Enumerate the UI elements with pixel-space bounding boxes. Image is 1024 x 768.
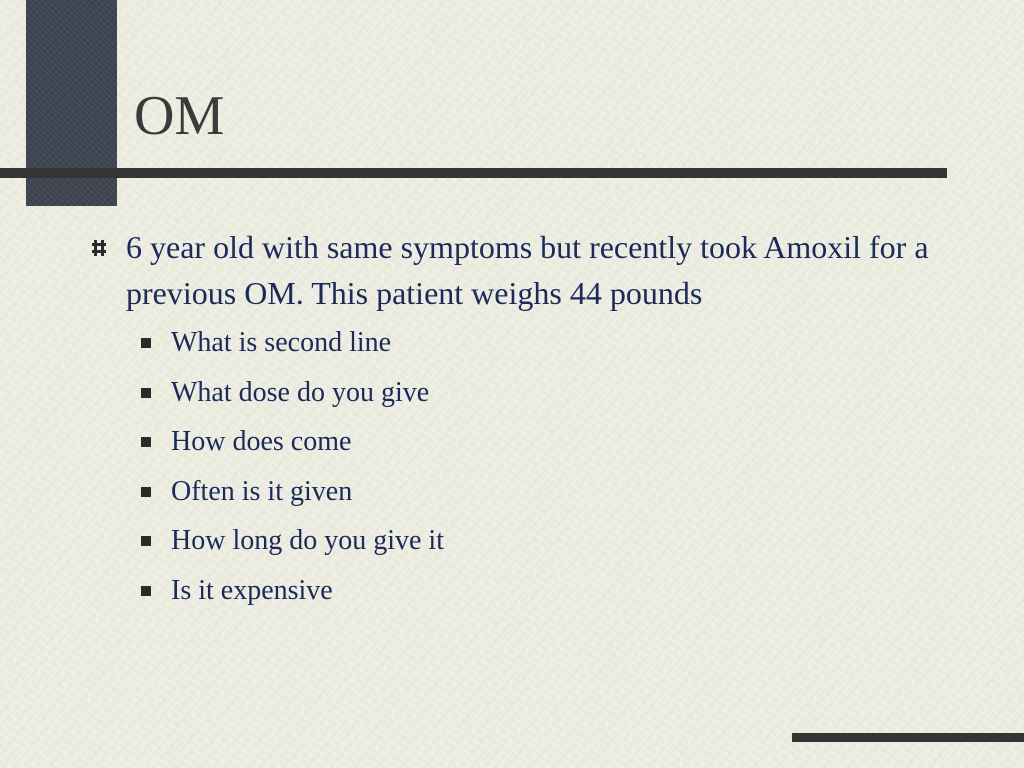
sub-bullet-text: Is it expensive <box>171 574 333 606</box>
sub-bullet-text: How does come <box>171 426 352 457</box>
sub-bullet-item <box>141 467 948 517</box>
square-bullet-icon <box>141 536 151 546</box>
square-bullet-icon <box>141 338 151 348</box>
sub-bullet-list <box>88 318 948 615</box>
slide-content <box>88 224 948 615</box>
sub-bullet-text: What dose do you give <box>171 376 430 408</box>
sub-bullet-item <box>141 516 948 566</box>
sub-bullet-text: Often is it given <box>171 475 353 507</box>
square-bullet-icon <box>141 487 151 497</box>
sub-bullet-text: How long do you give it <box>171 525 444 556</box>
bottom-divider-rule <box>792 733 1024 742</box>
square-bullet-icon <box>141 586 151 596</box>
sub-bullet-item <box>141 318 948 368</box>
square-bullet-icon <box>141 437 151 447</box>
sub-bullet-item <box>141 566 948 616</box>
sub-bullet-item <box>141 417 948 467</box>
square-bullet-icon <box>141 388 151 398</box>
main-bullet-text: 6 year old with same symptoms but recently took Amoxil for a previous OM. This patient weighs 44 pounds <box>126 229 929 311</box>
slide-title: OM <box>134 85 225 147</box>
sub-bullet-text: What is second line <box>171 327 392 358</box>
sub-bullet-item <box>141 368 948 418</box>
hash-bullet-icon <box>92 240 106 256</box>
title-divider-rule <box>0 168 947 178</box>
main-bullet-item <box>88 224 948 316</box>
